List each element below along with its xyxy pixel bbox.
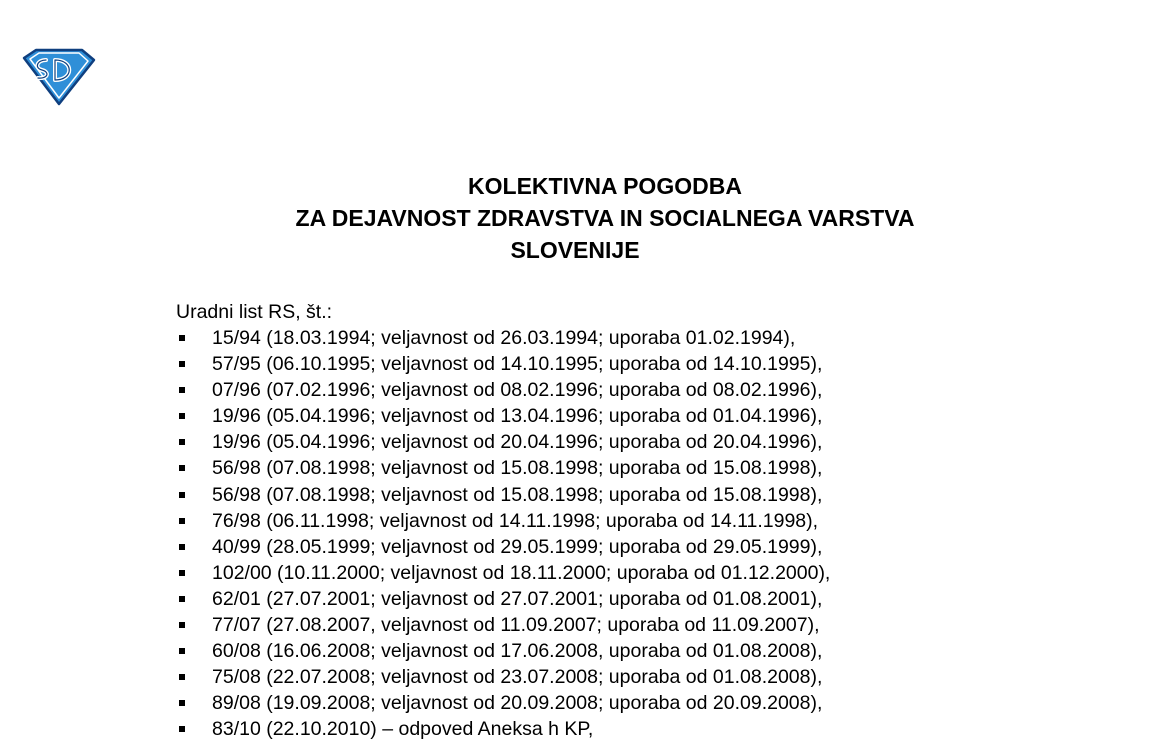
source-label: Uradni list RS, št.:	[176, 301, 333, 323]
entry-text: 57/95 (06.10.1995; veljavnost od 14.10.1995; uporaba od 14.10.1995),	[212, 353, 823, 376]
bullet-icon	[179, 335, 185, 341]
sd-logo-icon	[22, 48, 96, 106]
bullet-icon	[179, 413, 185, 419]
entry-text: 76/98 (06.11.1998; veljavnost od 14.11.1998; uporaba od 14.11.1998),	[212, 509, 819, 532]
gazette-entries-list	[176, 325, 1136, 743]
title-line: ZA DEJAVNOST ZDRAVSTVA IN SOCIALNEGA VARSTVA	[295, 205, 915, 231]
bullet-icon	[179, 361, 185, 367]
entry-text: 62/01 (27.07.2001; veljavnost od 27.07.2001; uporaba od 01.08.2001),	[212, 587, 823, 610]
list-item	[176, 534, 1136, 560]
list-item	[176, 429, 1136, 455]
list-item	[176, 560, 1136, 586]
bullet-icon	[179, 387, 185, 393]
list-item	[176, 690, 1136, 716]
list-item	[176, 638, 1136, 664]
official-gazette-section	[176, 299, 1136, 743]
entry-text: 102/00 (10.11.2000; veljavnost od 18.11.2000; uporaba od 01.12.2000),	[212, 561, 831, 584]
list-item	[176, 403, 1136, 429]
title-line: SLOVENIJE	[510, 237, 640, 263]
entry-text: 56/98 (07.08.1998; veljavnost od 15.08.1998; uporaba od 15.08.1998),	[212, 457, 823, 480]
bullet-icon	[179, 726, 185, 732]
list-item	[176, 716, 1136, 742]
bullet-icon	[179, 596, 185, 602]
list-item	[176, 325, 1136, 351]
entry-text: 56/98 (07.08.1998; veljavnost od 15.08.1998; uporaba od 15.08.1998),	[212, 483, 823, 506]
bullet-icon	[179, 700, 185, 706]
list-item	[176, 377, 1136, 403]
entry-text: 75/08 (22.07.2008; veljavnost od 23.07.2008; uporaba od 01.08.2008),	[212, 666, 823, 689]
list-item	[176, 664, 1136, 690]
bullet-icon	[179, 544, 185, 550]
entry-text: 15/94 (18.03.1994; veljavnost od 26.03.1994; uporaba 01.02.1994),	[212, 327, 796, 349]
entry-text: 77/07 (27.08.2007, veljavnost od 11.09.2007; uporaba od 11.09.2007),	[212, 614, 820, 637]
document-title	[170, 170, 1040, 266]
title-line: KOLEKTIVNA POGODBA	[468, 173, 742, 199]
entry-text: 60/08 (16.06.2008; veljavnost od 17.06.2008, uporaba od 01.08.2008),	[212, 640, 823, 663]
list-item	[176, 508, 1136, 534]
bullet-icon	[179, 648, 185, 654]
entry-text: 83/10 (22.10.2010) – odpoved Aneksa h KP,	[212, 718, 594, 741]
bullet-icon	[179, 674, 185, 680]
entry-text: 89/08 (19.09.2008; veljavnost od 20.09.2008; uporaba od 20.09.2008),	[212, 692, 823, 715]
bullet-icon	[179, 439, 185, 445]
list-item	[176, 612, 1136, 638]
bullet-icon	[179, 518, 185, 524]
bullet-icon	[179, 622, 185, 628]
list-item	[176, 586, 1136, 612]
entry-text: 40/99 (28.05.1999; veljavnost od 29.05.1999; uporaba od 29.05.1999),	[212, 535, 823, 558]
bullet-icon	[179, 492, 185, 498]
list-item	[176, 351, 1136, 377]
entry-text: 19/96 (05.04.1996; veljavnost od 13.04.1996; uporaba od 01.04.1996),	[212, 405, 823, 428]
bullet-icon	[179, 465, 185, 471]
entry-text: 19/96 (05.04.1996; veljavnost od 20.04.1996; uporaba od 20.04.1996),	[212, 431, 823, 454]
list-item	[176, 455, 1136, 481]
entry-text: 07/96 (07.02.1996; veljavnost od 08.02.1996; uporaba od 08.02.1996),	[212, 379, 823, 402]
list-item	[176, 482, 1136, 508]
bullet-icon	[179, 570, 185, 576]
